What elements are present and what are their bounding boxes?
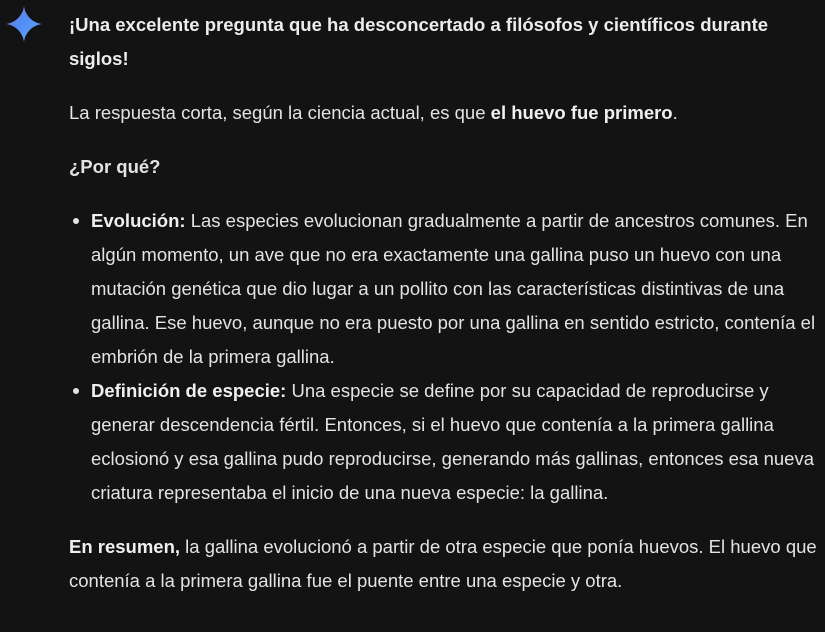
bullet-text: Las especies evolucionan gradualmente a partir de ancestros comunes. En algún momento, un ave que no era exactamente una gallina puso un huevo con una mutación genética que dio lugar a un pollito con las características distintivas de una gallina. Ese huevo, aunque no era puesto por una gallina en sentido estricto, contenía el embrión de la primera gallina. bbox=[91, 210, 816, 367]
bullet-text: Una especie se define por su capacidad de reproducirse y generar descendencia fértil. Entonces, si el huevo que contenía a la primera gallina eclosionó y esa gallina pudo reproducirse, generando más gallinas, entonces esa nueva criatura representaba el inicio de una nueva especie: la gallina. bbox=[91, 380, 814, 503]
bullet-dot bbox=[73, 218, 79, 224]
summary-paragraph bbox=[69, 530, 817, 598]
response-content bbox=[69, 8, 817, 598]
intro-period: . bbox=[672, 102, 678, 123]
reasons-list bbox=[69, 204, 817, 510]
gemini-sparkle-icon bbox=[5, 5, 43, 43]
summary-bold: En resumen, bbox=[69, 536, 181, 557]
bullet-title: Evolución: bbox=[91, 210, 186, 231]
intro-text: La respuesta corta, según la ciencia actual, es que bbox=[69, 102, 491, 123]
summary-text: la gallina evolucionó a partir de otra especie que ponía huevos. El huevo que contenía a la primera gallina fue el puente entre una especie y otra. bbox=[69, 536, 817, 591]
list-item-species-definition bbox=[69, 374, 817, 510]
intro-answer-bold: el huevo fue primero bbox=[490, 102, 673, 123]
bullet-dot bbox=[73, 388, 79, 394]
list-item-evolution bbox=[69, 204, 817, 374]
question-heading: ¿Por qué? bbox=[69, 156, 161, 177]
bullet-title: Definición de especie: bbox=[91, 380, 287, 401]
intro-paragraph bbox=[69, 96, 817, 130]
response-heading: ¡Una excelente pregunta que ha desconcertado a filósofos y científicos durante siglos! bbox=[69, 14, 769, 69]
